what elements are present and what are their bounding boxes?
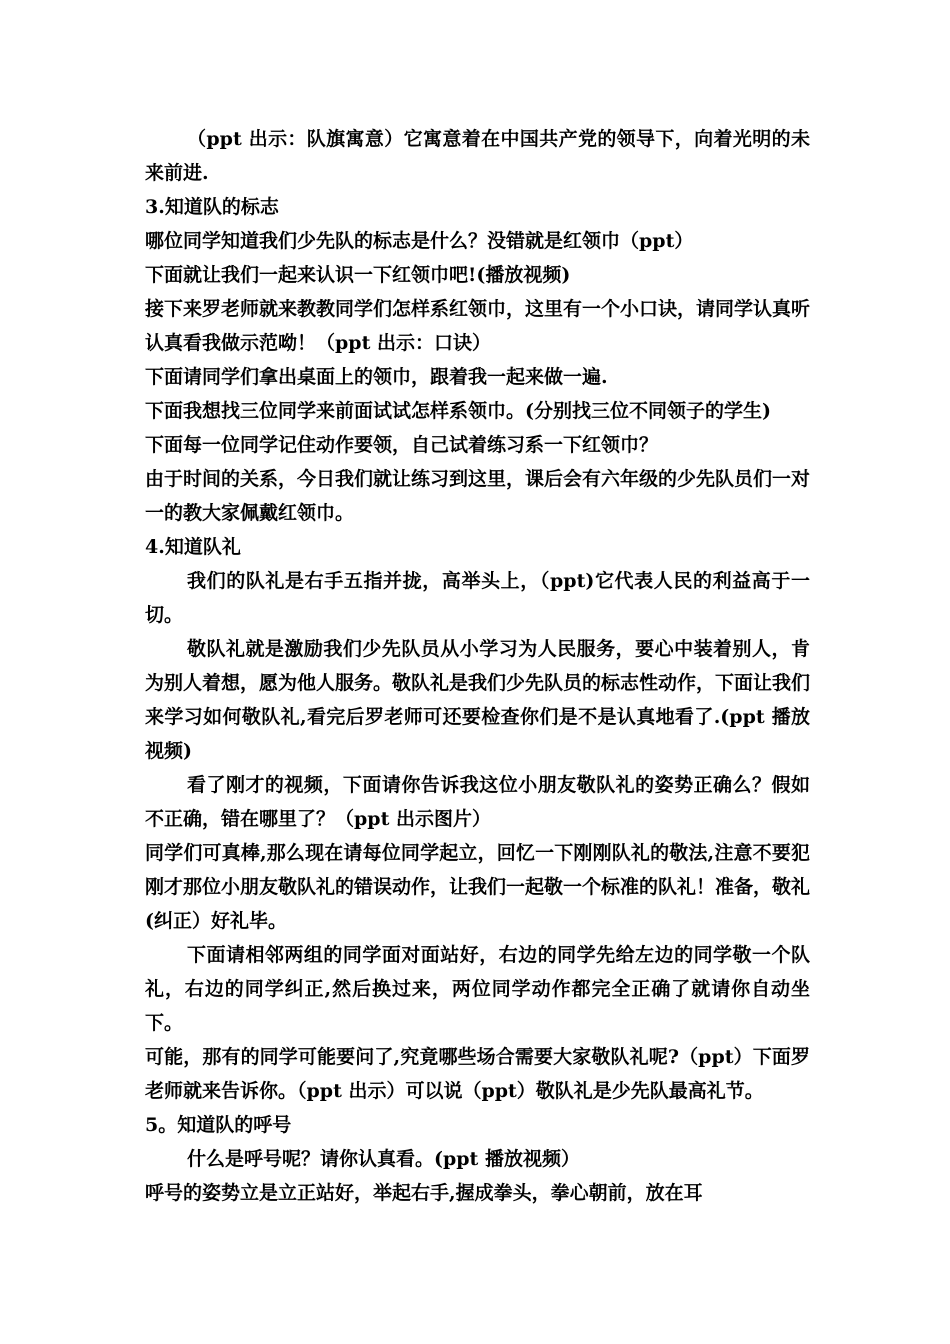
paragraph-what-is-call: 什么是呼号呢？请你认真看。(ppt 播放视频） [187, 1148, 580, 1170]
paragraph-salute-form: 我们的队礼是右手五指并拢，高举头上，（ppt)它代表人民的利益高于一切。 [145, 570, 810, 626]
paragraph-watch-video: 下面就让我们一起来认识一下红领巾吧!(播放视频) [145, 264, 571, 286]
paragraph-teach-tying: 接下来罗老师就来教教同学们怎样系红领巾，这里有一个小口诀，请同学认真听认真看我做示范呦！（ppt 出示：口诀） [145, 298, 811, 354]
paragraph-practice: 下面每一位同学记住动作要领，自己试着练习系一下红领巾？ [145, 434, 659, 456]
paragraph-video-question: 看了刚才的视频，下面请你告诉我这位小朋友敬队礼的姿势正确么？假如不正确，错在哪里了？（ppt 出示图片） [145, 774, 810, 830]
heading-section-5: 5。知道队的呼号 [145, 1114, 292, 1136]
paragraph-pair-practice: 下面请相邻两组的同学面对面站好，右边的同学先给左边的同学敬一个队礼，右边的同学纠正,然后换过来，两位同学动作都完全正确了就请你自动坐下。 [145, 944, 810, 1034]
paragraph-occasions: 可能，那有的同学可能要问了,究竟哪些场合需要大家敬队礼呢?（ppt）下面罗老师就来告诉你。（ppt 出示）可以说（ppt）敬队礼是少先队最高礼节。 [145, 1046, 810, 1102]
paragraph-stand-up: 同学们可真棒,那么现在请每位同学起立，回忆一下刚刚队礼的敬法,注意不要犯刚才那位小朋友敬队礼的错误动作，让我们一起敬一个标准的队礼！准备，敬礼(纠正）好礼毕。 [145, 842, 811, 932]
paragraph-three-students: 下面我想找三位同学来前面试试怎样系领巾。(分别找三位不同领子的学生) [145, 400, 771, 422]
paragraph-salute-meaning: 敬队礼就是激励我们少先队员从小学习为人民服务，要心中装着别人，肯为别人着想，愿为他人服务。敬队礼是我们少先队员的标志性动作，下面让我们来学习如何敬队礼,看完后罗老师可还要检查你们是不是认真地看了.(ppt 播放视频) [145, 638, 811, 762]
heading-section-4: 4.知道队礼 [145, 536, 241, 558]
paragraph-flag-meaning: （ppt 出示：队旗寓意）它寓意着在中国共产党的领导下，向着光明的未来前进. [145, 128, 810, 184]
paragraph-emblem-question: 哪位同学知道我们少先队的标志是什么？没错就是红领巾（ppt） [145, 230, 694, 252]
heading-section-3: 3.知道队的标志 [145, 196, 279, 218]
paragraph-time-limit: 由于时间的关系，今日我们就让练习到这里，课后会有六年级的少先队员们一对一的教大家佩戴红领巾。 [145, 468, 811, 524]
paragraph-call-posture: 呼号的姿势立是立正站好，举起右手,握成拳头，拳心朝前，放在耳 [145, 1182, 703, 1204]
paragraph-take-scarf: 下面请同学们拿出桌面上的领巾，跟着我一起来做一遍. [145, 366, 608, 388]
